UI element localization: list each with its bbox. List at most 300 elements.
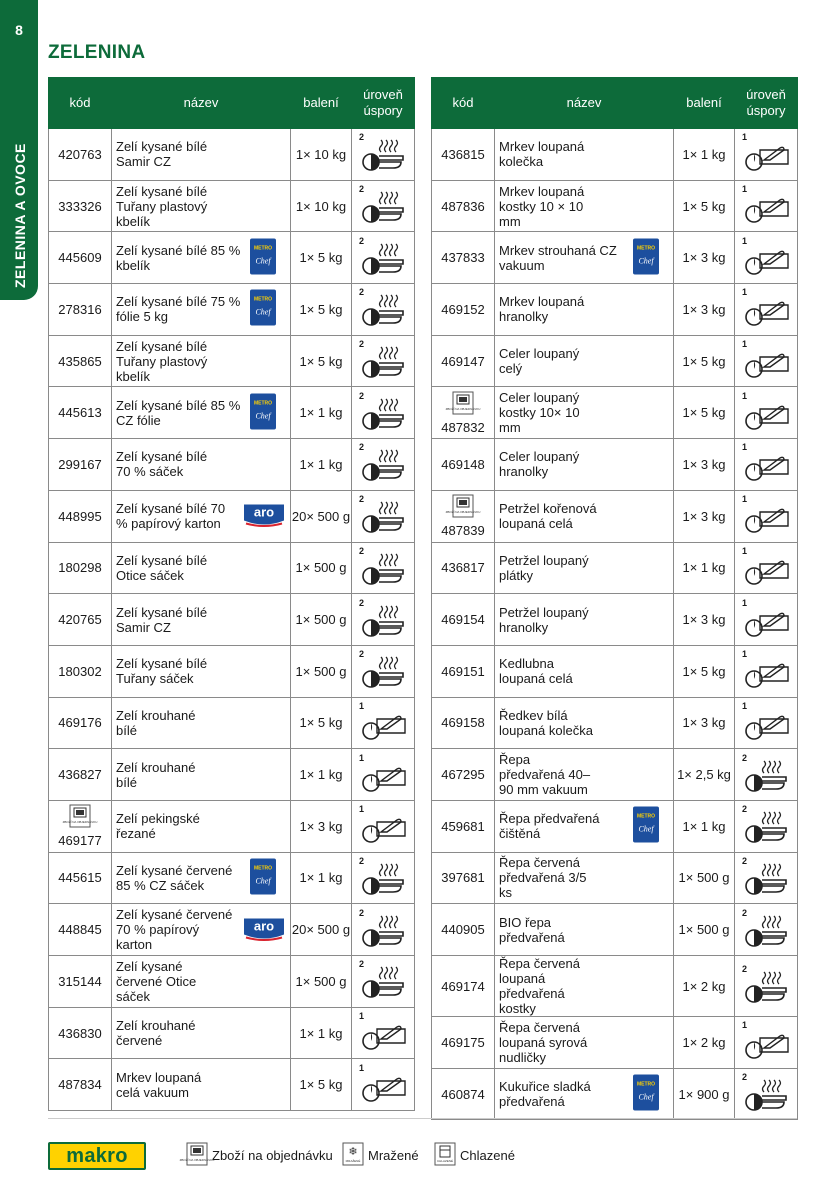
product-row bbox=[49, 542, 415, 594]
product-name: Řepa předvařená čištěná bbox=[499, 811, 600, 842]
order-icon bbox=[62, 804, 98, 831]
knife-icon bbox=[740, 628, 792, 643]
product-name-cell bbox=[495, 852, 674, 904]
product-name: Zelí kysané červené 85 % CZ sáček bbox=[116, 862, 233, 893]
product-name: Zelí kysané bílé Samir CZ bbox=[116, 139, 208, 170]
savings-level-cell bbox=[735, 852, 798, 904]
product-pack: 1× 1 kg bbox=[291, 439, 352, 491]
product-code: 469158 bbox=[441, 715, 485, 731]
product-name: Kedlubna loupaná celá bbox=[499, 656, 573, 687]
product-code: 435865 bbox=[58, 353, 102, 369]
savings-level-number: 2 bbox=[359, 184, 365, 195]
product-code-cell bbox=[49, 956, 112, 1008]
product-code: 460874 bbox=[441, 1086, 485, 1102]
svg-text:METRO: METRO bbox=[253, 865, 273, 872]
svg-text:METRO: METRO bbox=[253, 400, 273, 407]
product-name: Zelí kysané bílé Tuřany plastový kbelík bbox=[116, 183, 208, 229]
fridge-icon bbox=[434, 1142, 456, 1169]
pot-icon bbox=[357, 369, 409, 384]
product-name: Petržel loupaný hranolky bbox=[499, 604, 589, 635]
product-pack: 1× 3 kg bbox=[291, 800, 352, 852]
product-code: 469152 bbox=[441, 301, 485, 317]
pot-icon bbox=[357, 886, 409, 901]
footer-divider bbox=[48, 1118, 797, 1119]
product-name-cell bbox=[112, 1059, 291, 1111]
product-row bbox=[432, 439, 798, 491]
section-label: ZELENINA A OVOCE bbox=[12, 143, 28, 288]
pot-icon bbox=[357, 266, 409, 281]
product-code-cell bbox=[49, 800, 112, 852]
product-row bbox=[49, 439, 415, 491]
savings-level-number: 1 bbox=[359, 700, 365, 711]
product-pack: 1× 1 kg bbox=[291, 852, 352, 904]
savings-level-number: 1 bbox=[742, 545, 748, 556]
product-row bbox=[432, 284, 798, 336]
product-pack: 1× 10 kg bbox=[291, 129, 352, 181]
savings-level-number: 1 bbox=[742, 442, 748, 453]
section-sidebar bbox=[0, 0, 38, 300]
product-code-cell bbox=[432, 800, 495, 852]
legend-label: Chlazené bbox=[460, 1148, 515, 1163]
product-name-cell bbox=[112, 439, 291, 491]
order-icon bbox=[445, 494, 481, 521]
pot-icon bbox=[357, 421, 409, 436]
knife-icon bbox=[740, 266, 792, 281]
savings-level-number: 2 bbox=[359, 390, 365, 401]
product-name: Zelí kysané bílé Tuřany plastový kbelík bbox=[116, 338, 208, 384]
product-code-cell bbox=[49, 387, 112, 439]
product-name-cell bbox=[112, 956, 291, 1008]
product-code-cell bbox=[432, 1017, 495, 1069]
knife-icon bbox=[740, 421, 792, 436]
knife-icon bbox=[357, 834, 409, 849]
header-code: kód bbox=[432, 78, 495, 129]
knife-icon bbox=[740, 472, 792, 487]
product-code: 180302 bbox=[58, 663, 102, 679]
product-pack: 1× 500 g bbox=[674, 904, 735, 956]
order-icon bbox=[179, 1142, 215, 1169]
savings-level-number: 1 bbox=[742, 390, 748, 401]
product-name-cell bbox=[112, 697, 291, 749]
svg-text:CHLAZENÉ: CHLAZENÉ bbox=[436, 1159, 454, 1163]
product-name-cell bbox=[112, 749, 291, 801]
product-code-cell bbox=[432, 1068, 495, 1120]
savings-level-cell bbox=[735, 645, 798, 697]
product-name: Zelí kysané bílé Otice sáček bbox=[116, 552, 208, 583]
product-code-cell bbox=[432, 697, 495, 749]
savings-level-cell bbox=[735, 439, 798, 491]
svg-text:Chef: Chef bbox=[255, 411, 271, 421]
product-row bbox=[432, 232, 798, 284]
product-row bbox=[49, 594, 415, 646]
svg-text:ZBOŽÍ NA OBJEDNÁVKU: ZBOŽÍ NA OBJEDNÁVKU bbox=[62, 820, 98, 825]
svg-text:aro: aro bbox=[253, 918, 275, 934]
product-name: Mrkev loupaná hranolky bbox=[499, 294, 585, 325]
svg-text:Chef: Chef bbox=[255, 307, 271, 317]
savings-level-cell bbox=[735, 904, 798, 956]
savings-level-number: 1 bbox=[359, 1011, 365, 1022]
savings-level-number: 2 bbox=[359, 442, 365, 453]
product-row bbox=[49, 232, 415, 284]
product-code-cell bbox=[432, 180, 495, 232]
product-row bbox=[49, 284, 415, 336]
product-row bbox=[49, 852, 415, 904]
product-name-cell bbox=[495, 594, 674, 646]
product-name-cell bbox=[112, 800, 291, 852]
product-code: 437833 bbox=[441, 250, 485, 266]
product-name: Zelí kysané bílé 85 % CZ fólie bbox=[116, 397, 241, 428]
product-pack: 1× 2 kg bbox=[674, 956, 735, 1017]
product-pack: 1× 5 kg bbox=[674, 335, 735, 387]
product-code-cell bbox=[49, 645, 112, 697]
product-row bbox=[432, 645, 798, 697]
savings-level-cell bbox=[352, 1007, 415, 1059]
product-pack: 1× 5 kg bbox=[674, 180, 735, 232]
product-name: Zelí kysané červené Otice sáček bbox=[116, 958, 197, 1004]
product-pack: 20× 500 g bbox=[291, 490, 352, 542]
savings-level-number: 2 bbox=[359, 907, 365, 918]
product-name: Zelí krouhané červené bbox=[116, 1018, 196, 1049]
product-name: Celer loupaný hranolky bbox=[499, 449, 580, 480]
savings-level-number: 2 bbox=[359, 287, 365, 298]
savings-level-cell bbox=[352, 904, 415, 956]
product-name-cell bbox=[495, 542, 674, 594]
savings-level-number: 2 bbox=[742, 964, 748, 974]
savings-level-cell bbox=[735, 697, 798, 749]
product-code: 180298 bbox=[58, 560, 102, 576]
product-name: Řepa červená předvařená 3/5 ks bbox=[499, 855, 587, 901]
knife-icon bbox=[740, 731, 792, 746]
product-name: Mrkev strouhaná CZ vakuum bbox=[499, 242, 617, 273]
legend-item bbox=[179, 1142, 333, 1169]
product-name-cell bbox=[112, 129, 291, 181]
product-row bbox=[49, 697, 415, 749]
svg-text:METRO: METRO bbox=[253, 245, 273, 252]
product-row bbox=[432, 697, 798, 749]
product-code-cell bbox=[432, 129, 495, 181]
savings-level-cell bbox=[352, 284, 415, 336]
product-pack: 1× 1 kg bbox=[674, 129, 735, 181]
product-name: Zelí kysané červené 70 % papírový karton bbox=[116, 907, 233, 953]
product-name: Celer loupaný kostky 10× 10 mm bbox=[499, 390, 580, 436]
product-row bbox=[432, 180, 798, 232]
product-name-cell bbox=[495, 645, 674, 697]
savings-level-number: 2 bbox=[359, 494, 365, 505]
legend-label: Zboží na objednávku bbox=[212, 1148, 333, 1163]
savings-level-number: 2 bbox=[359, 235, 365, 246]
product-row bbox=[432, 800, 798, 852]
savings-level-cell bbox=[352, 129, 415, 181]
product-code-cell bbox=[432, 542, 495, 594]
product-code-cell bbox=[49, 1007, 112, 1059]
product-code: 469147 bbox=[441, 353, 485, 369]
product-row bbox=[49, 645, 415, 697]
product-code: 440905 bbox=[441, 922, 485, 938]
product-code-cell bbox=[49, 335, 112, 387]
product-code-cell bbox=[49, 439, 112, 491]
savings-level-number: 2 bbox=[742, 1072, 748, 1083]
savings-level-number: 1 bbox=[742, 494, 748, 505]
product-code: 469151 bbox=[441, 663, 485, 679]
product-pack: 1× 5 kg bbox=[291, 697, 352, 749]
pot-icon bbox=[357, 576, 409, 591]
pot-icon bbox=[357, 162, 409, 177]
product-code: 333326 bbox=[58, 198, 102, 214]
pot-icon bbox=[357, 628, 409, 643]
product-code: 469174 bbox=[441, 978, 485, 994]
product-pack: 1× 500 g bbox=[291, 956, 352, 1008]
product-pack: 1× 3 kg bbox=[674, 232, 735, 284]
savings-level-number: 1 bbox=[742, 700, 748, 711]
product-row bbox=[432, 852, 798, 904]
order-icon bbox=[445, 391, 481, 418]
product-code-cell bbox=[432, 490, 495, 542]
product-name-cell bbox=[495, 180, 674, 232]
product-pack: 1× 5 kg bbox=[674, 645, 735, 697]
pot-icon bbox=[357, 524, 409, 539]
product-code: 459681 bbox=[441, 818, 485, 834]
product-pack: 1× 1 kg bbox=[291, 387, 352, 439]
savings-level-number: 2 bbox=[742, 855, 748, 866]
savings-level-cell bbox=[735, 1017, 798, 1069]
product-code-cell bbox=[49, 542, 112, 594]
savings-level-cell bbox=[735, 956, 798, 1017]
product-row bbox=[432, 904, 798, 956]
product-code: 436817 bbox=[441, 560, 485, 576]
knife-icon bbox=[357, 783, 409, 798]
svg-text:❄: ❄ bbox=[348, 1145, 358, 1158]
product-code: 487834 bbox=[58, 1077, 102, 1093]
product-pack: 20× 500 g bbox=[291, 904, 352, 956]
knife-icon bbox=[740, 162, 792, 177]
product-row bbox=[49, 129, 415, 181]
product-code-cell bbox=[49, 232, 112, 284]
savings-level-cell bbox=[352, 490, 415, 542]
product-row bbox=[49, 904, 415, 956]
product-row bbox=[432, 1068, 798, 1120]
product-name: Zelí kysané bílé 70 % papírový karton bbox=[116, 501, 226, 532]
product-name-cell bbox=[112, 284, 291, 336]
product-code-cell bbox=[432, 232, 495, 284]
pot-icon bbox=[740, 886, 792, 901]
product-name: Kukuřice sladká předvařená bbox=[499, 1079, 591, 1110]
product-pack: 1× 5 kg bbox=[674, 387, 735, 439]
product-name: Řepa červená loupaná předvařená kostky bbox=[499, 956, 580, 1016]
product-name-cell bbox=[495, 956, 674, 1017]
product-row bbox=[432, 956, 798, 1017]
knife-icon bbox=[357, 1093, 409, 1108]
svg-text:METRO: METRO bbox=[636, 1081, 656, 1088]
product-code: 448995 bbox=[58, 508, 102, 524]
header-name: název bbox=[112, 78, 291, 129]
svg-text:ZBOŽÍ NA OBJEDNÁVKU: ZBOŽÍ NA OBJEDNÁVKU bbox=[445, 406, 481, 411]
product-code-cell bbox=[432, 645, 495, 697]
svg-text:MRAŽENÉ: MRAŽENÉ bbox=[345, 1159, 361, 1163]
savings-level-number: 1 bbox=[742, 649, 748, 660]
product-name: Řepa předvařená 40–90 mm vakuum bbox=[499, 752, 591, 798]
product-row bbox=[49, 956, 415, 1008]
product-code: 299167 bbox=[58, 456, 102, 472]
product-name: Zelí kysané bílé Samir CZ bbox=[116, 604, 208, 635]
savings-level-number: 1 bbox=[742, 235, 748, 246]
product-code-cell bbox=[432, 749, 495, 801]
product-row bbox=[49, 749, 415, 801]
legend-item bbox=[434, 1142, 515, 1169]
pot-icon bbox=[357, 472, 409, 487]
savings-level-cell bbox=[352, 645, 415, 697]
product-code: 469176 bbox=[58, 715, 102, 731]
product-name: Mrkev loupaná celá vakuum bbox=[116, 1069, 202, 1100]
product-code-cell bbox=[432, 904, 495, 956]
savings-level-number: 2 bbox=[359, 649, 365, 660]
product-row bbox=[49, 490, 415, 542]
product-pack: 1× 500 g bbox=[291, 645, 352, 697]
pot-icon bbox=[740, 1102, 792, 1117]
metro-chef-logo bbox=[250, 393, 276, 432]
snowflake-icon bbox=[342, 1142, 364, 1169]
knife-icon bbox=[740, 576, 792, 591]
product-code-cell bbox=[49, 749, 112, 801]
savings-level-number: 2 bbox=[359, 597, 365, 608]
knife-icon bbox=[740, 369, 792, 384]
savings-level-number: 1 bbox=[742, 597, 748, 608]
product-name-cell bbox=[495, 232, 674, 284]
product-code-cell bbox=[432, 335, 495, 387]
product-code-cell bbox=[49, 180, 112, 232]
product-pack: 1× 2,5 kg bbox=[674, 749, 735, 801]
product-name: Zelí kysané bílé Tuřany sáček bbox=[116, 656, 208, 687]
metro-chef-logo bbox=[250, 238, 276, 277]
product-row bbox=[432, 594, 798, 646]
product-row bbox=[49, 1007, 415, 1059]
header-level: úroveň úspory bbox=[352, 78, 415, 129]
product-name-cell bbox=[495, 1068, 674, 1120]
product-name-cell bbox=[112, 180, 291, 232]
savings-level-cell bbox=[735, 387, 798, 439]
product-code: 436827 bbox=[58, 767, 102, 783]
pot-icon bbox=[740, 994, 792, 1009]
product-pack: 1× 1 kg bbox=[674, 542, 735, 594]
savings-level-cell bbox=[735, 1068, 798, 1120]
savings-level-number: 1 bbox=[359, 1062, 365, 1073]
savings-level-cell bbox=[352, 232, 415, 284]
product-code-cell bbox=[432, 594, 495, 646]
pot-icon bbox=[740, 783, 792, 798]
product-name-cell bbox=[495, 800, 674, 852]
product-code: 448845 bbox=[58, 922, 102, 938]
savings-level-number: 1 bbox=[742, 339, 748, 350]
product-row bbox=[49, 180, 415, 232]
product-code-cell bbox=[432, 852, 495, 904]
product-code: 467295 bbox=[441, 767, 485, 783]
savings-level-cell bbox=[735, 594, 798, 646]
knife-icon bbox=[740, 679, 792, 694]
product-name-cell bbox=[495, 129, 674, 181]
product-row bbox=[432, 490, 798, 542]
page-title: ZELENINA bbox=[48, 42, 146, 63]
product-name: Petržel loupaný plátky bbox=[499, 552, 589, 583]
header-pack: balení bbox=[291, 78, 352, 129]
product-name: Mrkev loupaná kolečka bbox=[499, 139, 585, 170]
product-code-cell bbox=[49, 594, 112, 646]
product-name-cell bbox=[495, 387, 674, 439]
savings-level-number: 2 bbox=[742, 752, 748, 763]
knife-icon bbox=[740, 1050, 792, 1065]
product-name: Zelí kysané bílé 75 % fólie 5 kg bbox=[116, 294, 241, 325]
product-name: Mrkev loupaná kostky 10 × 10 mm bbox=[499, 183, 585, 229]
makro-logo: makro bbox=[48, 1142, 146, 1170]
pot-icon bbox=[357, 938, 409, 953]
pot-icon bbox=[357, 989, 409, 1004]
product-name-cell bbox=[112, 594, 291, 646]
product-code: 278316 bbox=[58, 301, 102, 317]
product-table-right bbox=[431, 77, 798, 1120]
svg-text:Chef: Chef bbox=[638, 824, 654, 834]
svg-text:ZBOŽÍ NA OBJEDNÁVKU: ZBOŽÍ NA OBJEDNÁVKU bbox=[445, 510, 481, 515]
product-row bbox=[432, 387, 798, 439]
product-code: 445613 bbox=[58, 405, 102, 421]
product-row bbox=[432, 129, 798, 181]
savings-level-number: 1 bbox=[742, 132, 748, 143]
product-code: 487836 bbox=[441, 198, 485, 214]
savings-level-number: 2 bbox=[742, 907, 748, 918]
savings-level-number: 1 bbox=[742, 1020, 748, 1031]
savings-level-cell bbox=[735, 335, 798, 387]
product-code: 420763 bbox=[58, 146, 102, 162]
pot-icon bbox=[357, 317, 409, 332]
product-pack: 1× 3 kg bbox=[674, 697, 735, 749]
product-code: 445615 bbox=[58, 870, 102, 886]
product-row bbox=[49, 335, 415, 387]
product-code-cell bbox=[49, 284, 112, 336]
product-code-cell bbox=[49, 904, 112, 956]
savings-level-number: 2 bbox=[359, 855, 365, 866]
legend-label: Mražené bbox=[368, 1148, 419, 1163]
product-name: Zelí kysané bílé 70 % sáček bbox=[116, 449, 208, 480]
product-code-cell bbox=[49, 129, 112, 181]
svg-text:METRO: METRO bbox=[253, 296, 273, 303]
knife-icon bbox=[357, 1041, 409, 1056]
product-pack: 1× 3 kg bbox=[674, 439, 735, 491]
product-pack: 1× 10 kg bbox=[291, 180, 352, 232]
savings-level-cell bbox=[352, 180, 415, 232]
savings-level-cell bbox=[735, 800, 798, 852]
savings-level-cell bbox=[352, 749, 415, 801]
savings-level-cell bbox=[735, 180, 798, 232]
page-number: 8 bbox=[15, 22, 23, 38]
product-pack: 1× 5 kg bbox=[291, 232, 352, 284]
product-code-cell bbox=[49, 490, 112, 542]
pot-icon bbox=[357, 679, 409, 694]
header-code: kód bbox=[49, 78, 112, 129]
pot-icon bbox=[740, 834, 792, 849]
product-name: Ředkev bílá loupaná kolečka bbox=[499, 707, 593, 738]
savings-level-number: 2 bbox=[359, 959, 365, 970]
product-code-cell bbox=[49, 1059, 112, 1111]
savings-level-cell bbox=[735, 284, 798, 336]
header-level: úroveň úspory bbox=[735, 78, 798, 129]
product-name-cell bbox=[495, 749, 674, 801]
savings-level-cell bbox=[352, 387, 415, 439]
savings-level-cell bbox=[352, 1059, 415, 1111]
product-row bbox=[432, 749, 798, 801]
product-name-cell bbox=[112, 490, 291, 542]
product-pack: 1× 500 g bbox=[674, 852, 735, 904]
product-name-cell bbox=[495, 1017, 674, 1069]
product-name-cell bbox=[112, 387, 291, 439]
svg-text:Chef: Chef bbox=[255, 256, 271, 266]
product-name: BIO řepa předvařená bbox=[499, 914, 565, 945]
